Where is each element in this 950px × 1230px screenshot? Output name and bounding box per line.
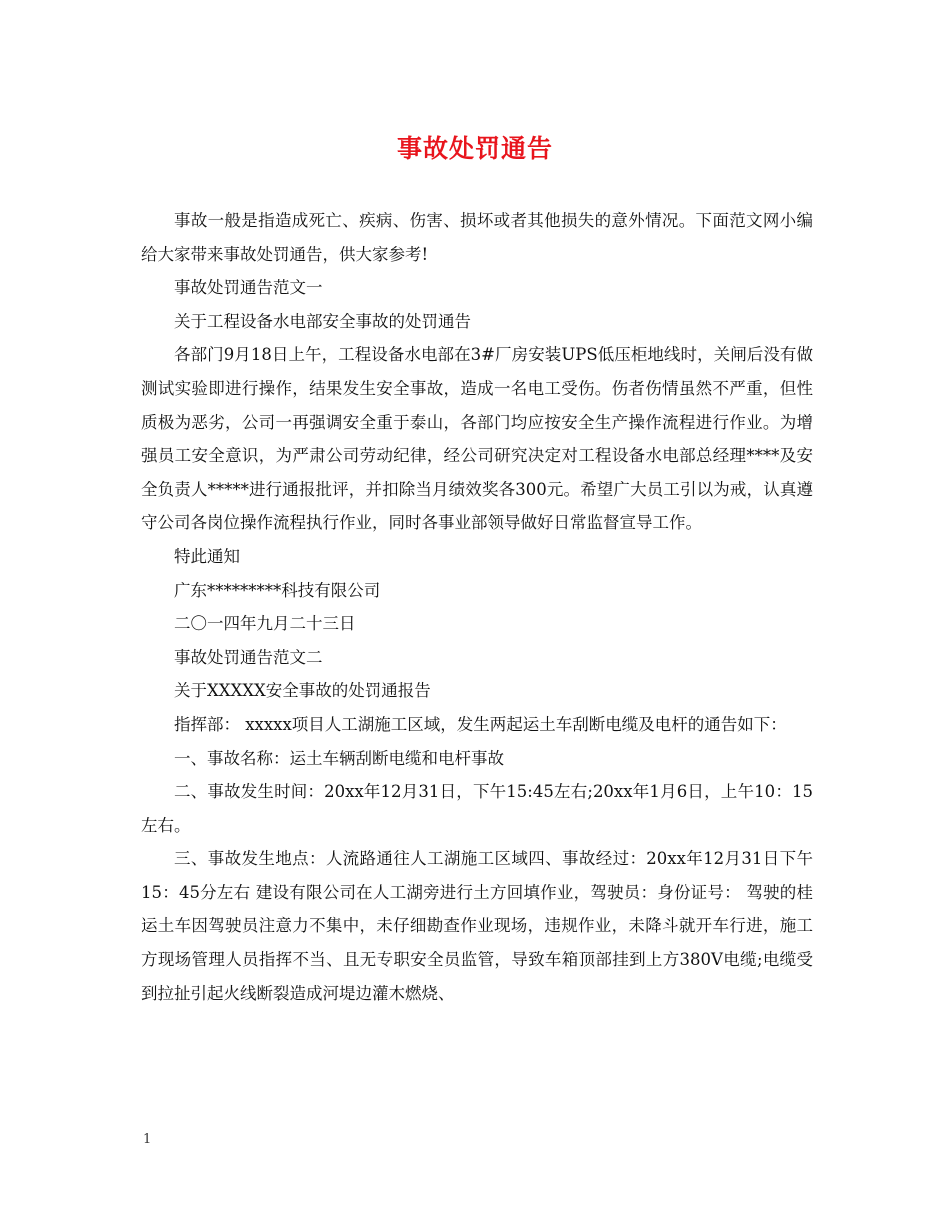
notice-closing: 特此通知 bbox=[174, 546, 240, 566]
notice-title: 关于XXXXX安全事故的处罚通报告 bbox=[174, 681, 431, 701]
list-item: 一、事故名称：运土车辆刮断电缆和电杆事故 bbox=[174, 748, 504, 768]
document-body bbox=[141, 204, 813, 1010]
page-number: 1 bbox=[143, 1132, 152, 1147]
notice-date: 二〇一四年九月二十三日 bbox=[174, 614, 356, 634]
document-title: 事故处罚通告 bbox=[396, 134, 553, 163]
notice-title: 关于工程设备水电部安全事故的处罚通告 bbox=[174, 311, 471, 331]
body-paragraph: 指挥部： xxxxx项目人工湖施工区域，发生两起运土车刮断电缆及电杆的通告如下： bbox=[174, 714, 787, 734]
section-heading: 事故处罚通告范文一 bbox=[174, 278, 323, 298]
intro-paragraph: 事故一般是指造成死亡、疾病、伤害、损坏或者其他损失的意外情况。下面范文网小编给大家带来事故处罚通告，供大家参考! bbox=[141, 211, 813, 264]
section-heading: 事故处罚通告范文二 bbox=[174, 647, 323, 667]
body-paragraph: 各部门9月18日上午，工程设备水电部在3#厂房安装UPS低压柜地线时，关闸后没有做测试实验即进行操作，结果发生安全事故，造成一名电工受伤。伤者伤情虽然不严重，但性质极为恶劣，公司一再强调安全重于泰山，各部门均应按安全生产操作流程进行作业。为增强员工安全意识，为严肃公司劳动纪律，经公司研究决定对工程设备水电部总经理****及安全负责人*****进行通报批评，并扣除当月绩效奖各300元。希望广大员工引以为戒，认真遵守公司各岗位操作流程执行作业，同时各事业部领导做好日常监督宣导工作。 bbox=[141, 345, 813, 533]
list-item: 二、事故发生时间：20xx年12月31日，下午15:45左右;20xx年1月6日，上午10：15左右。 bbox=[141, 782, 813, 835]
company-name: 广东*********科技有限公司 bbox=[174, 580, 381, 600]
list-item: 三、事故发生地点：人流路通往人工湖施工区域四、事故经过：20xx年12月31日下午15：45分左右 建设有限公司在人工湖旁进行土方回填作业，驾驶员：身份证号： 驾驶的桂 运土车因驾驶员注意力不集中，未仔细勘查作业现场，违规作业，未降斗就开车行进，施工方现场管理人员指挥不当、且无专职安全员监管，导致车箱顶部挂到上方380V电缆;电缆受到拉扯引起火线断裂造成河堤边灌木燃烧、 bbox=[141, 849, 813, 1003]
